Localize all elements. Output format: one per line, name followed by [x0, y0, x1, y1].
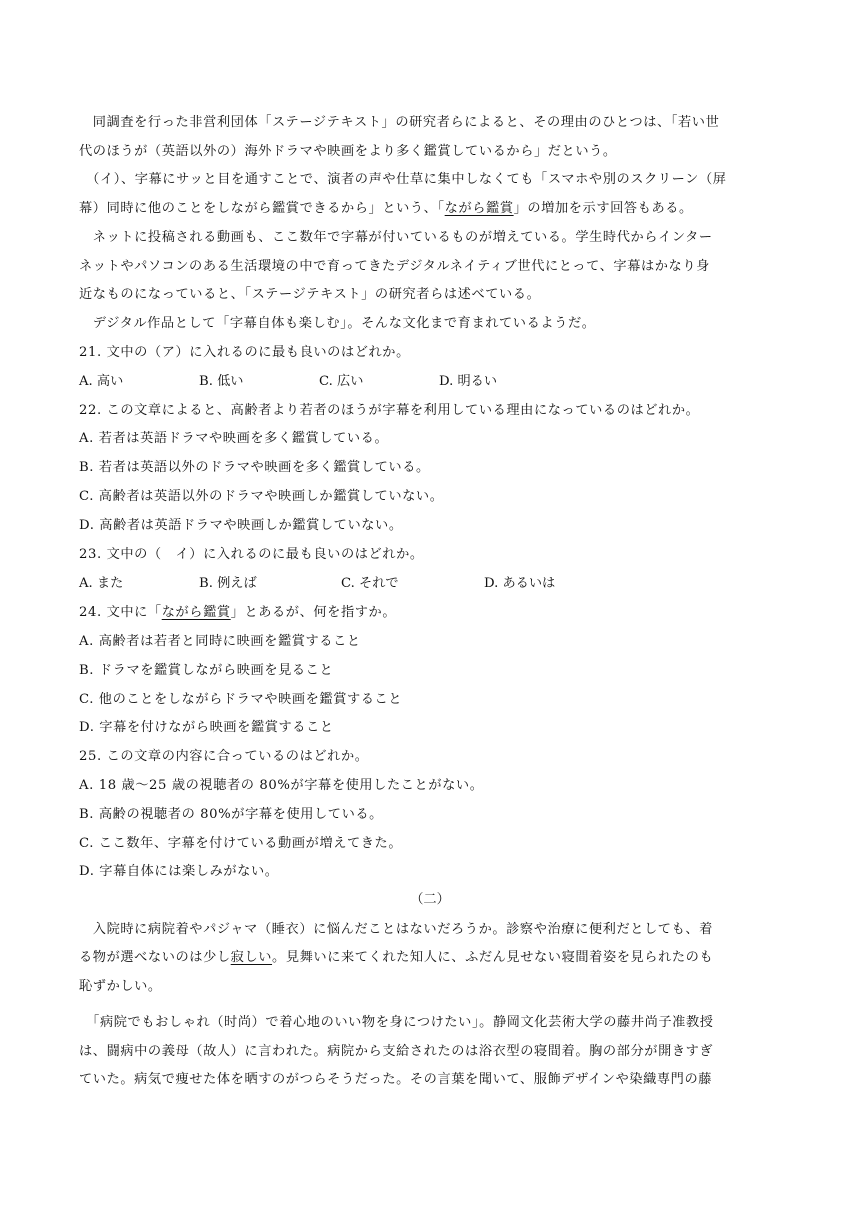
question-text: 24. 文中に「 — [79, 605, 162, 620]
passage-line — [79, 948, 784, 968]
option-a: A. 高い — [79, 374, 124, 389]
passage-line: デジタル作品として「字幕自体も楽しむ」。そんな文化まで育まれているようだ。 — [79, 316, 596, 331]
option-a: A. 高齢者は若者と同時に映画を鑑賞すること — [79, 634, 361, 649]
passage-line: ネットに投稿される動画も、ここ数年で字幕が付いているものが増えている。学生時代からインター — [79, 230, 713, 245]
option-d: D. 高齢者は英語ドラマや映画しか鑑賞していない。 — [79, 518, 403, 533]
option-b: B. 高齢の視聴者の 80%が字幕を使用している。 — [79, 807, 383, 822]
passage-line: ネットやパソコンのある生活環境の中で育ってきたデジタルネイティブ世代にとって、字幕はかなり身 — [79, 259, 710, 274]
question-23: 23. 文中の（ イ）に入れるのに最も良いのはどれか。 — [79, 547, 424, 562]
option-a: A. 若者は英語ドラマや映画を多く鑑賞している。 — [79, 431, 389, 446]
passage-line: 「病院でもおしゃれ（时尚）で着心地のいい物を身につけたい」。静岡文化芸術大学の藤井尚子准教授 — [79, 1015, 714, 1030]
passage-line: 代のほうが（英語以外の）海外ドラマや映画をより多く鑑賞しているから」だという。 — [79, 144, 617, 159]
option-b: B. 例えば — [199, 576, 257, 591]
passage-line — [79, 199, 784, 219]
underlined-phrase: 寂しい — [230, 950, 273, 965]
option-d: D. あるいは — [484, 576, 556, 591]
passage-line: は、闘病中の義母（故人）に言われた。病院から支給されたのは浴衣型の寝間着。胸の部分が開きすぎ — [79, 1044, 714, 1059]
question-text: 」とあるが、何を指すか。 — [230, 605, 397, 620]
option-d: D. 明るい — [439, 374, 498, 389]
underlined-phrase: ながら鑑賞 — [161, 605, 231, 620]
option-b: B. 若者は英語以外のドラマや映画を多く鑑賞している。 — [79, 460, 430, 475]
passage-line: 同調査を行った非営利団体「ステージテキスト」の研究者らによると、その理由のひとつは、「若い世 — [79, 115, 720, 130]
question-25: 25. この文章の内容に合っているのはどれか。 — [79, 749, 369, 764]
passage-line: 入院時に病院着やパジャマ（睡衣）に悩んだことはないだろうか。診察や治療に便利だとしても、着 — [79, 922, 713, 937]
option-d: D. 字幕自体には楽しみがない。 — [79, 864, 279, 879]
option-a: A. また — [79, 576, 124, 591]
section-heading: （二） — [410, 892, 450, 907]
option-b: B. 低い — [199, 374, 244, 389]
option-d: D. 字幕を付けながら映画を鑑賞すること — [79, 720, 334, 735]
underlined-phrase: ながら鑑賞 — [444, 201, 514, 216]
passage-text: 。見舞いに来てくれた知人に、ふだん見せない寝間着姿を見られたのも — [272, 950, 714, 965]
question-21: 21. 文中の（ア）に入れるのに最も良いのはどれか。 — [79, 345, 410, 360]
passage-text: る物が選べないのは少し — [79, 950, 231, 965]
question-22: 22. この文章によると、高齢者より若者のほうが字幕を利用している理由になっているのはどれか。 — [79, 403, 700, 418]
option-b: B. ドラマを鑑賞しながら映画を見ること — [79, 663, 334, 678]
option-c: C. 他のことをしながらドラマや映画を鑑賞すること — [79, 692, 403, 707]
question-21-options — [79, 372, 784, 392]
option-c: C. 高齢者は英語以外のドラマや映画しか鑑賞していない。 — [79, 489, 444, 504]
question-23-options — [79, 574, 784, 594]
option-c: C. ここ数年、字幕を付けている動画が増えてきた。 — [79, 836, 403, 851]
option-c: C. 広い — [319, 374, 364, 389]
passage-line: 恥ずかしい。 — [79, 979, 162, 994]
option-a: A. 18 歳～25 歳の視聴者の 80%が字幕を使用したことがない。 — [79, 778, 484, 793]
passage-line: 近なものになっていると、「ステージテキスト」の研究者らは述べている。 — [79, 287, 541, 302]
passage-line: （イ）、字幕にサッと目を通すことで、演者の声や仕草に集中しなくても「スマホや別のスクリーン（屏 — [79, 172, 727, 187]
passage-text: 」の増加を示す回答もある。 — [513, 201, 693, 216]
question-24 — [79, 603, 784, 623]
passage-line: ていた。病気で痩せた体を晒すのがつらそうだった。その言葉を聞いて、服飾デザインや染織専門の藤 — [79, 1072, 713, 1087]
passage-text: 幕）同時に他のことをしながら鑑賞できるから」という、「 — [79, 201, 445, 216]
option-c: C. それで — [341, 576, 399, 591]
